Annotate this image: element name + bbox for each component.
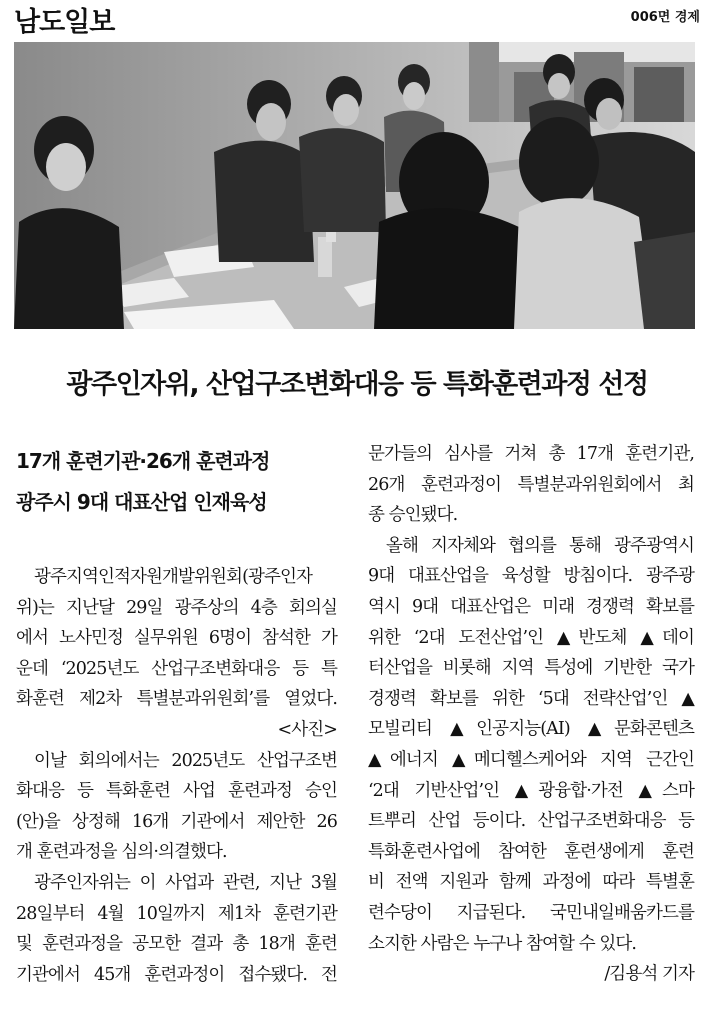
body-line: 기관에서 45개 훈련과정이 접수됐다. 전 [16, 964, 337, 985]
subheadline-1: 17개 훈련기관·26개 훈련과정 [16, 449, 270, 473]
body-line: 화대응 등 특화훈련 사업 훈련과정 승인 [16, 781, 337, 802]
body-line: 역시 9대 대표산업은 미래 경쟁력 확보를 [368, 596, 694, 617]
newspaper-masthead: 남도일보 [14, 7, 115, 38]
body-line: 올해 지자체와 협의를 통해 광주광역시 [386, 535, 694, 556]
byline: /김용석 기자 [604, 964, 694, 985]
body-line: 소지한 사람은 누구나 참여할 수 있다. [368, 933, 637, 954]
body-line: 터산업을 비롯해 지역 특성에 기반한 국가 [368, 658, 694, 679]
body-line: (안)을 상정해 16개 기관에서 제안한 26 [16, 811, 337, 832]
body-line: 26개 훈련과정이 특별분과위원회에서 최 [368, 474, 694, 495]
meeting-photo [14, 42, 695, 329]
article-right-column [368, 439, 694, 990]
body-line: 비 전액 지원과 함께 과정에 따라 특별훈 [368, 872, 694, 893]
body-line: 에서 노사민정 실무위원 6명이 참석한 가 [16, 628, 337, 649]
body-line: 광주인자위는 이 사업과 관련, 지난 3월 [34, 872, 337, 893]
meeting-photo-icon [14, 42, 695, 329]
photo-reference: <사진> [277, 719, 337, 740]
body-line: 이날 회의에서는 2025년도 산업구조변 [34, 750, 337, 771]
body-line: ‘2대 기반산업’인 ▲광융합·가전 ▲스마 [368, 780, 694, 801]
body-line: 련수당이 지급된다. 국민내일배움카드를 [368, 902, 694, 923]
body-line: 특화훈련사업에 참여한 훈련생에게 훈련 [368, 841, 694, 862]
body-line: 화훈련 제2차 특별분과위원회’를 열었다. [16, 689, 337, 710]
body-line: 운데 ‘2025년도 산업구조변화대응 등 특 [16, 658, 337, 679]
body-line: 위한 ‘2대 도전산업’인 ▲반도체 ▲데이 [368, 627, 694, 648]
body-line: 광주지역인적자원개발위원회(광주인자 [34, 567, 313, 587]
body-line: 경쟁력 확보를 위한 ‘5대 전략산업’인 ▲ [368, 688, 694, 709]
body-line: 문가들의 심사를 거쳐 총 17개 훈련기관, [368, 444, 694, 464]
body-line: ▲에너지 ▲메디헬스케어와 지역 근간인 [368, 749, 694, 770]
body-line: 9대 대표산업을 육성할 방침이다. 광주광 [368, 566, 694, 587]
body-line: 종 승인됐다. [368, 505, 458, 526]
body-line: 위)는 지난달 29일 광주상의 4층 회의실 [16, 597, 337, 618]
body-line: 및 훈련과정을 공모한 결과 총 18개 훈련 [16, 934, 337, 955]
body-line: 모빌리티 ▲인공지능(AI) ▲문화콘텐츠 [368, 719, 694, 740]
subheadline-2: 광주시 9대 대표산업 인재육성 [16, 490, 267, 514]
body-line: 트뿌리 산업 등이다. 산업구조변화대응 등 [368, 811, 694, 832]
body-line: 28일부터 4월 10일까지 제1차 훈련기관 [16, 903, 337, 924]
headline: 광주인자위, 산업구조변화대응 등 특화훈련과정 선정 [66, 369, 648, 400]
body-line: 개 훈련과정을 심의·의결했다. [16, 842, 227, 863]
article-left-column [16, 562, 337, 990]
page-section-info: 006면 경제 [630, 10, 700, 25]
